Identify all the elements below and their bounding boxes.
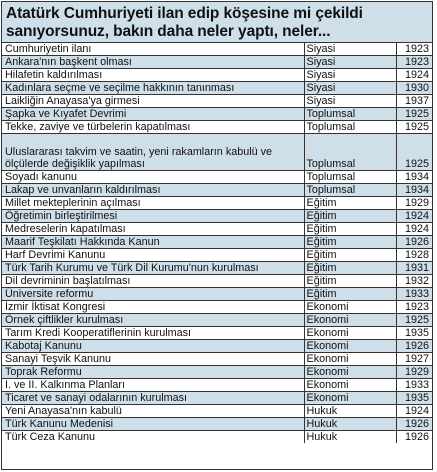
category-cell: Eğitim [304, 275, 396, 288]
category-cell: Siyasi [304, 56, 396, 69]
reforms-table-body [2, 43, 432, 443]
event-cell: Uluslararası takvim ve saatin, yeni rakamların kabulü ve ölçülerde değişiklik yapılması [2, 134, 304, 171]
table-row [2, 171, 432, 184]
event-cell: Hilafetin kaldırılması [2, 69, 304, 82]
table-row [2, 82, 432, 95]
year-cell: 1924 [396, 69, 432, 82]
reforms-table-container [1, 1, 433, 470]
category-cell: Toplumsal [304, 121, 396, 134]
category-cell: Toplumsal [304, 171, 396, 184]
category-cell: Hukuk [304, 418, 396, 431]
table-row [2, 405, 432, 418]
year-cell: 1933 [396, 379, 432, 392]
category-cell: Hukuk [304, 405, 396, 418]
year-cell: 1926 [396, 340, 432, 353]
category-cell: Toplumsal [304, 134, 396, 171]
event-cell: Türk Ceza Kanunu [2, 431, 304, 444]
year-cell: 1923 [396, 56, 432, 69]
table-row [2, 121, 432, 134]
event-cell: Şapka ve Kıyafet Devrimi [2, 108, 304, 121]
year-cell: 1928 [396, 249, 432, 262]
year-cell: 1935 [396, 327, 432, 340]
category-cell: Eğitim [304, 262, 396, 275]
event-cell: Kabotaj Kanunu [2, 340, 304, 353]
category-cell: Toplumsal [304, 184, 396, 197]
category-cell: Eğitim [304, 249, 396, 262]
table-row [2, 418, 432, 431]
event-cell: Tekke, zaviye ve türbelerin kapatılması [2, 121, 304, 134]
table-row [2, 223, 432, 236]
year-cell: 1934 [396, 171, 432, 184]
year-cell: 1927 [396, 353, 432, 366]
event-cell: Harf Devrimi Kanunu [2, 249, 304, 262]
category-cell: Eğitim [304, 236, 396, 249]
category-cell: Siyasi [304, 82, 396, 95]
category-cell: Siyasi [304, 69, 396, 82]
year-cell: 1933 [396, 288, 432, 301]
category-cell: Ekonomi [304, 392, 396, 405]
year-cell: 1924 [396, 223, 432, 236]
table-row [2, 108, 432, 121]
year-cell: 1924 [396, 210, 432, 223]
category-cell: Ekonomi [304, 327, 396, 340]
event-cell: Yeni Anayasa'nın kabulü [2, 405, 304, 418]
event-cell: Laikliğin Anayasa'ya girmesi [2, 95, 304, 108]
event-cell: Öğretimin birleştirilmesi [2, 210, 304, 223]
table-row [2, 197, 432, 210]
event-cell: İzmir İktisat Kongresi [2, 301, 304, 314]
table-row [2, 275, 432, 288]
year-cell: 1931 [396, 262, 432, 275]
table-row [2, 340, 432, 353]
table-row [2, 69, 432, 82]
reforms-table [2, 43, 432, 443]
event-cell: Ticaret ve sanayi odalarının kurulması [2, 392, 304, 405]
table-row [2, 392, 432, 405]
year-cell: 1923 [396, 301, 432, 314]
year-cell: 1930 [396, 82, 432, 95]
year-cell: 1924 [396, 405, 432, 418]
category-cell: Ekonomi [304, 379, 396, 392]
event-cell: Tarım Kredi Kooperatiflerinin kurulması [2, 327, 304, 340]
table-row [2, 134, 432, 171]
event-cell: Soyadı kanunu [2, 171, 304, 184]
table-row [2, 431, 432, 444]
table-row [2, 210, 432, 223]
table-row [2, 262, 432, 275]
event-cell: Türk Kanunu Medenisi [2, 418, 304, 431]
event-cell: Millet mekteplerinin açılması [2, 197, 304, 210]
event-cell: Örnek çiftlikler kurulması [2, 314, 304, 327]
year-cell: 1926 [404, 431, 429, 443]
year-cell: 1929 [396, 366, 432, 379]
event-cell: Cumhuriyetin ilanı [2, 43, 304, 56]
event-cell: Türk Tarih Kurumu ve Türk Dil Kurumu'nun kurulması [2, 262, 304, 275]
table-row [2, 353, 432, 366]
category-cell: Eğitim [304, 197, 396, 210]
year-cell: 1926 [396, 418, 432, 431]
table-title: Atatürk Cumhuriyeti ilan edip köşesine mi çekildi sanıyorsunuz, bakın daha neler yaptı, neler... [2, 2, 432, 43]
table-row [2, 314, 432, 327]
event-cell: Dil devriminin başlatılması [2, 275, 304, 288]
year-cell: 1925 [396, 134, 432, 171]
event-cell: Üniversite reformu [2, 288, 304, 301]
event-cell: Sanayi Teşvik Kanunu [2, 353, 304, 366]
event-cell: Ankara'nın başkent olması [2, 56, 304, 69]
event-cell: I. ve II. Kalkınma Planları [2, 379, 304, 392]
category-cell: Ekonomi [304, 366, 396, 379]
category-cell: Ekonomi [304, 314, 396, 327]
year-cell: 1923 [396, 43, 432, 56]
table-row [2, 327, 432, 340]
table-row [2, 249, 432, 262]
event-cell: Lakap ve unvanların kaldırılması [2, 184, 304, 197]
table-row [2, 301, 432, 314]
year-cell: 1937 [396, 95, 432, 108]
year-cell: 1925 [396, 314, 432, 327]
event-cell: Maarif Teşkilatı Hakkında Kanun [2, 236, 304, 249]
category-cell: Hukuk [304, 431, 396, 444]
table-row [2, 379, 432, 392]
table-row [2, 43, 432, 56]
event-cell: Kadınlara seçme ve seçilme hakkının tanınması [2, 82, 304, 95]
category-cell: Siyasi [304, 43, 396, 56]
category-cell: Eğitim [304, 288, 396, 301]
year-cell: 1926 [396, 236, 432, 249]
category-cell: Eğitim [304, 210, 396, 223]
category-cell: Ekonomi [304, 353, 396, 366]
year-cell: 1932 [396, 275, 432, 288]
year-cell: 1934 [396, 184, 432, 197]
year-cell: 1925 [396, 108, 432, 121]
category-cell: Toplumsal [304, 108, 396, 121]
table-row [2, 95, 432, 108]
table-row [2, 56, 432, 69]
table-row [2, 236, 432, 249]
year-cell: 1935 [396, 392, 432, 405]
table-row [2, 184, 432, 197]
category-cell: Siyasi [304, 95, 396, 108]
table-row [2, 366, 432, 379]
year-cell: 1925 [396, 121, 432, 134]
year-cell: 1929 [396, 197, 432, 210]
event-cell: Toprak Reformu [2, 366, 304, 379]
category-cell: Eğitim [304, 223, 396, 236]
category-cell: Ekonomi [304, 301, 396, 314]
table-row [2, 288, 432, 301]
category-cell: Ekonomi [304, 340, 396, 353]
event-cell: Medreselerin kapatılması [2, 223, 304, 236]
